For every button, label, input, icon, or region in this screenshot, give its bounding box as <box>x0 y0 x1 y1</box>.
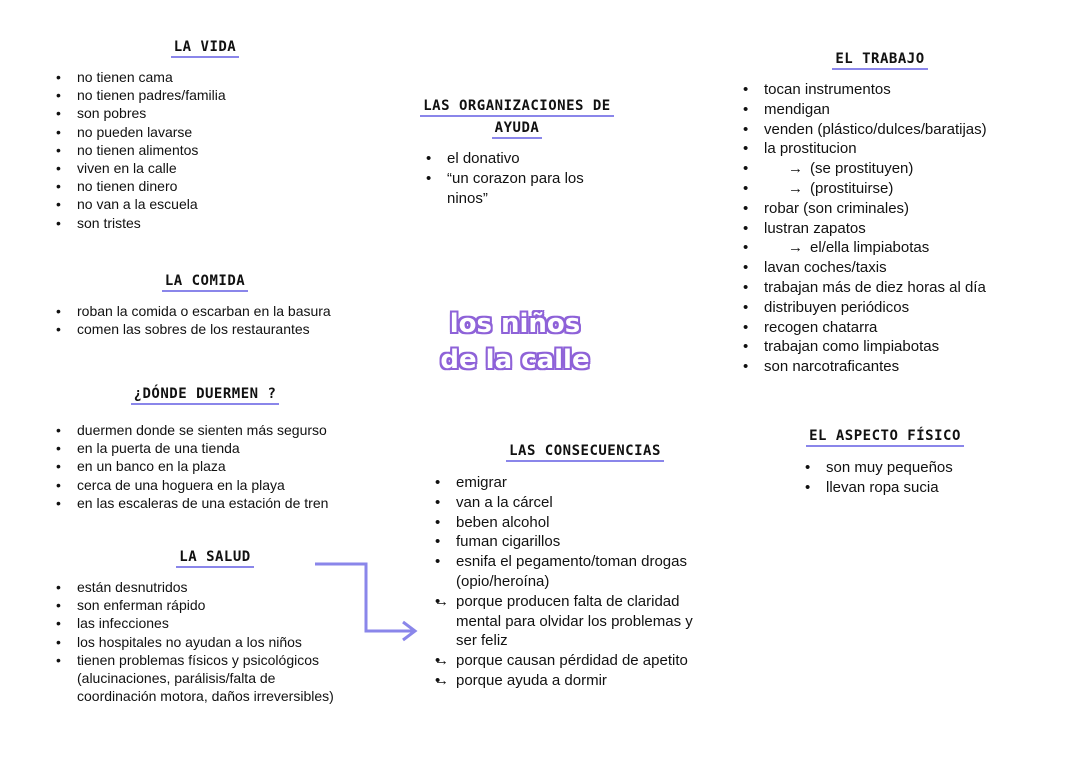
consecuencias-list <box>432 473 742 691</box>
list-item: • llevan ropa sucia <box>802 478 1022 498</box>
item-line: ser feliz <box>456 632 508 650</box>
list-item: • en la puerta de una tienda <box>53 439 393 457</box>
list-item: • están desnutridos <box>53 578 363 596</box>
sub-item <box>432 592 742 651</box>
list-item: • la prostitucion <box>740 139 1040 159</box>
donde-duermen-list <box>53 421 393 512</box>
arrow-right-icon: • → <box>788 160 803 178</box>
list-item: • en las escaleras de una estación de tren <box>53 494 393 512</box>
consecuencias-heading: LAS CONSECUENCIAS <box>490 440 680 462</box>
list-item: • van a la cárcel <box>432 493 742 513</box>
list-item: • las infecciones <box>53 614 363 632</box>
list-item: • no tienen cama <box>53 68 353 86</box>
el-trabajo-heading: EL TRABAJO <box>810 48 950 70</box>
item-line: • “un corazon para los <box>447 169 584 187</box>
list-item: • trabajan más de diez horas al día <box>740 278 1040 298</box>
item-line: ninos” <box>447 189 488 207</box>
list-item: • los hospitales no ayudan a los niños <box>53 633 363 651</box>
list-item: • tocan instrumentos <box>740 80 1040 100</box>
arrow-right-icon: • → <box>434 592 449 610</box>
donde-duermen-heading: ¿DÓNDE DUERMEN ? <box>105 383 305 405</box>
la-comida-heading: LA COMIDA <box>125 270 285 292</box>
arrow-right-icon: • → <box>788 239 803 257</box>
list-item: • venden (plástico/dulces/baratijas) <box>740 120 1040 140</box>
arrow-right-icon: • → <box>434 671 449 689</box>
sub-item: • → (prostituirse) <box>740 179 1040 199</box>
list-item: • no pueden lavarse <box>53 123 353 141</box>
list-item: • duermen donde se sienten más segurso <box>53 421 393 439</box>
list-item: • en un banco en la plaza <box>53 457 393 475</box>
item-line: porque producen falta de claridad <box>456 592 680 610</box>
sub-item: • → el/ella limpiabotas <box>740 238 1040 258</box>
list-item <box>53 651 363 706</box>
item-line: • tienen problemas físicos y psicológicos <box>77 651 320 668</box>
list-item: • cerca de una hoguera en la playa <box>53 476 393 494</box>
list-item: • no tienen dinero <box>53 177 353 195</box>
list-item: • viven en la calle <box>53 159 353 177</box>
list-item: • no tienen alimentos <box>53 141 353 159</box>
organizaciones-heading: LAS ORGANIZACIONES DE AYUDA <box>412 95 622 139</box>
el-trabajo-list <box>740 80 1040 377</box>
item-line: (opio/heroína) <box>456 572 550 590</box>
list-item <box>432 552 742 592</box>
list-item: • son muy pequeños <box>802 458 1022 478</box>
list-item: • lustran zapatos <box>740 219 1040 239</box>
list-item: • no van a la escuela <box>53 195 353 213</box>
list-item: • beben alcohol <box>432 513 742 533</box>
aspecto-fisico-list <box>802 458 1022 498</box>
list-item: • comen las sobres de los restaurantes <box>53 320 393 338</box>
arrow-right-icon: • → <box>788 179 803 197</box>
list-item: • emigrar <box>432 473 742 493</box>
list-item: • el donativo <box>423 149 643 169</box>
list-item: • son narcotraficantes <box>740 357 1040 377</box>
list-item: • roban la comida o escarban en la basura <box>53 302 393 320</box>
page-title <box>430 306 600 378</box>
title-line-2: de la calle <box>440 345 590 375</box>
list-item: • robar (son criminales) <box>740 199 1040 219</box>
list-item: • recogen chatarra <box>740 318 1040 338</box>
item-line: coordinación motora, daños irreversibles) <box>77 688 334 705</box>
list-item: • trabajan como limpiabotas <box>740 337 1040 357</box>
list-item: • son enferman rápido <box>53 596 363 614</box>
sub-item: • → porque causan pérdidad de apetito <box>432 651 742 671</box>
list-item: • son tristes <box>53 214 353 232</box>
list-item: • lavan coches/taxis <box>740 258 1040 278</box>
arrow-right-icon: • → <box>434 652 449 670</box>
organizaciones-list <box>423 149 643 208</box>
aspecto-fisico-heading: EL ASPECTO FÍSICO <box>795 425 975 447</box>
list-item: • son pobres <box>53 104 353 122</box>
la-salud-list <box>53 578 363 705</box>
list-item <box>423 169 643 209</box>
item-line: (alucinaciones, parálisis/falta de <box>77 670 276 687</box>
sub-item: • → (se prostituyen) <box>740 159 1040 179</box>
item-line: • esnifa el pegamento/toman drogas <box>456 553 687 571</box>
list-item: • fuman cigarillos <box>432 532 742 552</box>
la-vida-list <box>53 68 353 232</box>
title-line-1: los niños <box>449 309 581 339</box>
item-line: mental para olvidar los problemas y <box>456 612 693 630</box>
la-vida-heading: LA VIDA <box>140 36 270 58</box>
list-item: • distribuyen periódicos <box>740 298 1040 318</box>
list-item: • no tienen padres/familia <box>53 86 353 104</box>
la-salud-heading: LA SALUD <box>150 546 280 568</box>
list-item: • mendigan <box>740 100 1040 120</box>
la-comida-list <box>53 302 393 338</box>
sub-item: • → porque ayuda a dormir <box>432 671 742 691</box>
